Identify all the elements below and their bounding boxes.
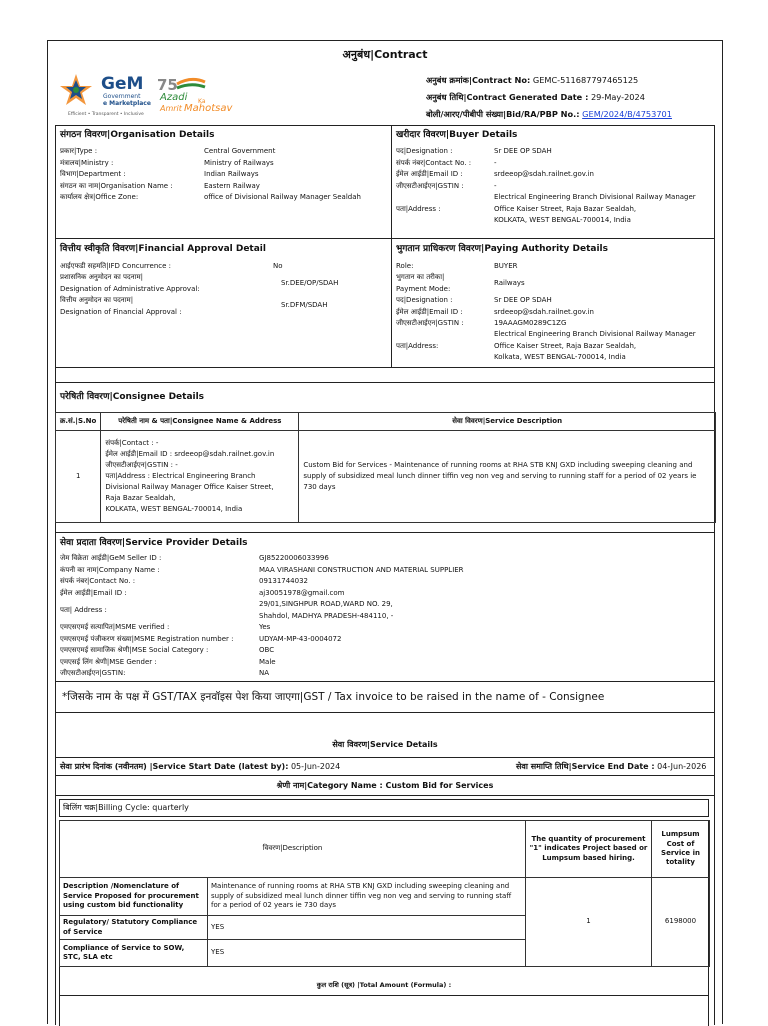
azadi-text2: Ka	[198, 98, 206, 105]
bid-label: बोली/आरए/पीबीपी संख्या|Bid/RA/PBP No.:	[426, 109, 580, 119]
gst-box	[55, 681, 715, 713]
provider-values: GJ85220006033996 MAA VIRASHANI CONSTRUCTION AND MATERIAL SUPPLIER 09131744032 aj30051978@gmail.com	[259, 554, 464, 597]
contract-no-label: अनुबंध क्रमांक|Contract No:	[426, 75, 531, 85]
consignee-title: परेषिती विवरण|Consignee Details	[60, 392, 205, 402]
generated-date: 29-May-2024	[590, 92, 645, 102]
cell-quantity: 1	[526, 878, 652, 967]
service-title: सेवा विवरण|Service Details	[332, 740, 438, 749]
row-value-compliance: YES	[208, 940, 526, 967]
col-lumpsum-cost: Lumpsum Cost of Service in totality	[652, 821, 710, 878]
role-value: BUYER	[494, 262, 518, 270]
azadi-text1: Azadi	[160, 92, 188, 103]
col-sno: क्र.सं.|S.No	[56, 413, 101, 431]
service-start: सेवा प्रारंभ दिनांक (नवीनतम) |Service Start Date (latest by): 05-Jun-2024	[60, 762, 341, 771]
table-row	[60, 878, 710, 916]
paying-keys: पद|Designation : ईमेल आईडी|Email ID : जीएसटीआईएन|GSTIN :	[396, 296, 464, 327]
total-amount-label: कुल राशि (सूत्र) |Total Amount (Formula) :	[316, 981, 452, 989]
provider-values-2: Yes UDYAM-MP-43-0004072 OBC Male NA	[259, 623, 342, 677]
category-name: श्रेणी नाम|Category Name : Custom Bid for Services	[276, 781, 494, 790]
azadi-text4: Mahotsav	[184, 103, 233, 114]
page-title: अनुबंध|Contract	[342, 48, 428, 61]
gem-logo	[54, 68, 254, 126]
consignee-table	[55, 412, 716, 523]
buyer-values: Sr DEE OP SDAH - srdeeop@sdah.railnet.gov.in -	[494, 147, 594, 190]
paying-address-label: पता|Address:	[396, 342, 439, 350]
org-keys: प्रकार|Type : मंत्रालय|Ministry : विभाग|Department : संगठन का नाम|Organisation Name : कार्यालय क्षेत्र|Office Zone:	[60, 147, 173, 201]
finance-paying-box	[55, 238, 715, 368]
buyer-address-label: पता|Address :	[396, 205, 441, 213]
admin-value: Sr.DEE/OP/SDAH	[281, 279, 339, 287]
col-quantity: The quantity of procurement "1" indicates Project based or Lumpsum based hiring.	[526, 821, 652, 878]
gem-tagline: Efficient • Transparent • Inclusive	[68, 112, 144, 117]
row-value-regulatory: YES	[208, 916, 526, 940]
contract-page	[47, 40, 723, 1024]
paying-address: Electrical Engineering Branch Divisional Railway Manager Office Kaiser Street, Raja Bazar Sealdah, Kolkata, WEST BENGAL-700014, India	[494, 330, 696, 361]
table-row	[56, 431, 716, 523]
mode-label: भुगतान का तरीका| Payment Mode:	[396, 273, 451, 293]
row-label-compliance: Compliance of Service to SOW, STC, SLA etc	[60, 940, 208, 967]
ifd-value: No	[273, 262, 283, 270]
role-label: Role:	[396, 262, 414, 270]
provider-address-label: पता| Address :	[60, 606, 107, 614]
gem-sub2: e Marketplace	[103, 100, 151, 107]
billing-cycle: बिलिंग चक्र|Billing Cycle: quarterly	[63, 803, 189, 812]
spacer-box	[55, 367, 715, 383]
col-service-desc: सेवा विवरण|Service Description	[299, 413, 716, 431]
admin-label: प्रशासनिक अनुमोदन का पदनाम| Designation of Administrative Approval:	[60, 273, 200, 293]
consignee-box	[55, 382, 715, 533]
provider-box	[55, 532, 715, 682]
azadi-text3: Amrit	[160, 104, 182, 113]
bid-number-link[interactable]: GEM/2024/B/4753701	[582, 109, 672, 119]
buyer-keys: पद|Designation : संपर्क नंबर|Contact No. : ईमेल आईडी|Email ID : जीएसटीआईएन|GSTIN :	[396, 147, 472, 190]
cell-cost: 6198000	[652, 878, 710, 967]
provider-address: 29/01,SINGHPUR ROAD,WARD NO. 29, Shahdol, MADHYA PRADESH-484110, -	[259, 600, 394, 620]
service-table-box	[59, 820, 709, 1026]
buyer-address: Electrical Engineering Branch Divisional Railway Manager Office Kaiser Street, Raja Bazar Sealdah, KOLKATA, WEST BENGAL-700014, India	[494, 193, 696, 224]
col-consignee: परेषिती नाम & पता|Consignee Name & Address	[101, 413, 299, 431]
cell-sno: 1	[56, 431, 101, 523]
row-value-nomenclature: Maintenance of running rooms at RHA STB KNJ GXD including sweeping cleaning and supply of subsidized meal lunch dinner tiffin veg non veg and serving to running staff for a period of 02 years ie 730 days	[208, 878, 526, 916]
fin-label: वित्तीय अनुमोदन का पदनाम| Designation of Financial Approval :	[60, 296, 182, 316]
paying-title: भुगतान प्राधिकरण विवरण|Paying Authority Details	[396, 244, 609, 254]
cell-service-description: Custom Bid for Services - Maintenance of running rooms at RHA STB KNJ GXD including sweeping cleaning and supply of subsidized meal lunch dinner tiffin veg non veg and serving to running staff for a period of 02 years ie 730 days	[299, 431, 716, 523]
cell-consignee-address: संपर्क|Contact : - ईमेल आईडी|Email ID : srdeeop@sdah.railnet.gov.in जीएसटीआईएन|GSTIN : - पता|Address : Electrical Engineering Branch Divisional Railway Manager Office Kaiser Street, Raja Bazar Sealdah, KOLKATA, WEST BENGAL-700014, India	[101, 431, 299, 523]
gem-sub1: Government	[103, 93, 141, 100]
provider-title: सेवा प्रदाता विवरण|Service Provider Details	[60, 538, 248, 548]
billing-cycle-box	[59, 799, 709, 817]
provider-keys: जेम विक्रेता आईडी|GeM Seller ID : कंपनी का नाम|Company Name : संपर्क नंबर|Contact No. : ईमेल आईडी|Email ID :	[60, 554, 162, 597]
mode-value: Railways	[494, 279, 525, 287]
org-title: संगठन विवरण|Organisation Details	[60, 130, 215, 140]
org-buyer-box	[55, 125, 715, 239]
gst-note: *जिसके नाम के पक्ष में GST/TAX इनवॉइस पेश किया जाएगा|GST / Tax invoice to be raised in the name of - Consignee	[62, 691, 605, 703]
generated-label: अनुबंध तिथि|Contract Generated Date :	[426, 92, 589, 102]
service-end: सेवा समाप्ति तिथि|Service End Date : 04-Jun-2026	[516, 762, 707, 771]
svg-text:75: 75	[157, 76, 178, 94]
col-description: विवरण|Description	[60, 821, 526, 878]
buyer-title: खरीदार विवरण|Buyer Details	[396, 130, 518, 140]
contract-no: GEMC-511687797465125	[532, 75, 639, 85]
ifd-label: आईएफडी सहमति|IFD Concurrence :	[60, 262, 171, 270]
org-values: Central Government Ministry of Railways Indian Railways Eastern Railway office of Divisional Railway Manager Sealdah	[204, 147, 361, 201]
contract-meta	[426, 72, 698, 123]
row-label-nomenclature: Description /Nomenclature of Service Proposed for procurement using custom bid functionality	[60, 878, 208, 916]
service-table	[59, 820, 710, 967]
finance-title: वित्तीय स्वीकृति विवरण|Financial Approval Detail	[60, 244, 266, 254]
service-box	[55, 712, 715, 1025]
row-label-regulatory: Regulatory/ Statutory Compliance of Service	[60, 916, 208, 940]
fin-value: Sr.DFM/SDAH	[281, 301, 328, 309]
gem-wordmark: GeM	[101, 74, 144, 94]
paying-values: Sr DEE OP SDAH srdeeop@sdah.railnet.gov.in 19AAAGM0289C1ZG	[494, 296, 594, 327]
provider-keys-2: एमएसएमई सत्यापित|MSME verified : एमएसएमई पंजीकरण संख्या|MSME Registration number : एमएसएमई सामाजिक श्रेणी|MSE Social Category : एमएसई लिंग श्रेणी|MSE Gender : जीएसटीआईएन|GSTIN:	[60, 623, 234, 677]
